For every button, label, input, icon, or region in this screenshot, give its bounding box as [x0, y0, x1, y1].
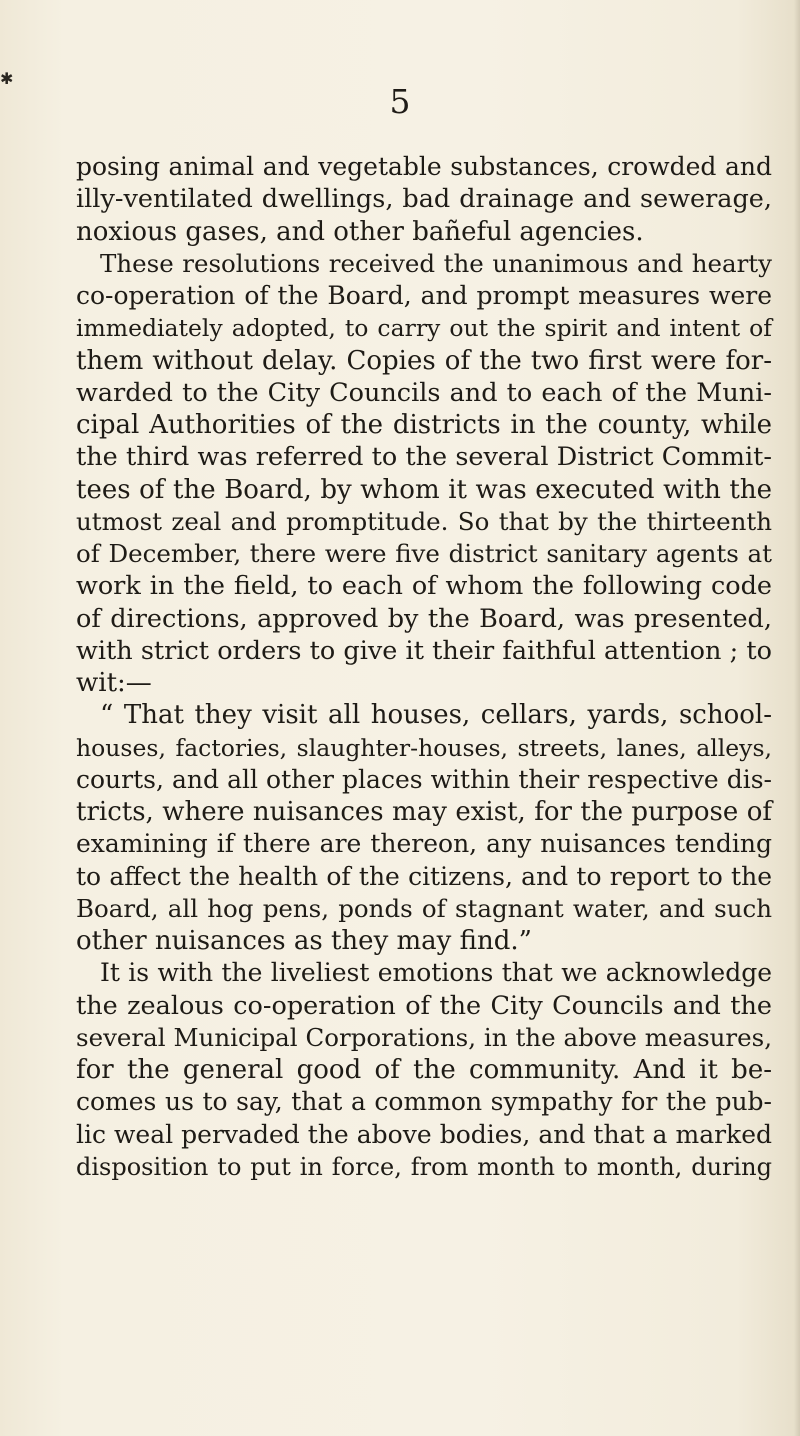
text-line: co-operation of the Board, and prompt measures were: [76, 281, 772, 310]
text-line: several Municipal Corporations, in the above measures,: [76, 1022, 772, 1052]
text-line: immediately adopted, to carry out the spirit and intent of: [76, 314, 772, 343]
text-line: houses, factories, slaughter-houses, streets, lanes, alleys,: [76, 733, 772, 762]
text-line: them without delay. Copies of the two first were for-: [76, 345, 772, 376]
page-edge-shadow: [794, 0, 800, 1436]
text-line: posing animal and vegetable substances, crowded and: [76, 152, 772, 181]
text-line: to affect the health of the citizens, and to report to the: [76, 861, 772, 891]
text-line: for the general good of the community. And it be-: [76, 1055, 772, 1085]
text-line: tricts, where nuisances may exist, for the purpose of: [76, 797, 772, 827]
page-number: 5: [389, 82, 411, 121]
text-line: the zealous co-operation of the City Councils and the: [76, 990, 772, 1021]
text-line: It is with the liveliest emotions that we acknowledge: [100, 958, 772, 988]
text-line: “ That they visit all houses, cellars, yards, school-: [100, 700, 772, 731]
text-line: noxious gases, and other bañeful agencies.: [76, 216, 644, 247]
text-line: the third was referred to the several District Commit-: [76, 442, 772, 473]
body-text: [76, 151, 772, 1183]
text-line: illy-ventilated dwellings, bad drainage and sewerage,: [76, 184, 772, 215]
text-line: of directions, approved by the Board, was presented,: [76, 603, 772, 634]
text-line: tees of the Board, by whom it was executed with the: [76, 474, 772, 505]
text-line: with strict orders to give it their faithful attention ; to: [76, 635, 772, 666]
text-line: of December, there were five district sanitary agents at: [76, 539, 772, 568]
text-line: disposition to put in force, from month to month, during: [76, 1152, 772, 1181]
text-line: comes us to say, that a common sympathy for the pub-: [76, 1087, 772, 1117]
text-line: other nuisances as they may find.”: [76, 926, 532, 956]
text-line: wit:—: [76, 668, 152, 698]
text-line: courts, and all other places within their respective dis-: [76, 764, 772, 794]
text-line: work in the field, to each of whom the following code: [76, 571, 772, 602]
text-line: lic weal pervaded the above bodies, and that a marked: [76, 1119, 772, 1149]
text-line: These resolutions received the unanimous and hearty: [100, 248, 772, 278]
text-line: cipal Authorities of the districts in the county, while: [76, 410, 772, 440]
text-line: warded to the City Councils and to each of the Muni-: [76, 377, 772, 408]
text-line: utmost zeal and promptitude. So that by the thirteenth: [76, 506, 772, 536]
text-line: Board, all hog pens, ponds of stagnant water, and such: [76, 893, 772, 923]
text-line: examining if there are thereon, any nuisances tending: [76, 829, 772, 859]
margin-mark: ✱: [0, 69, 14, 88]
